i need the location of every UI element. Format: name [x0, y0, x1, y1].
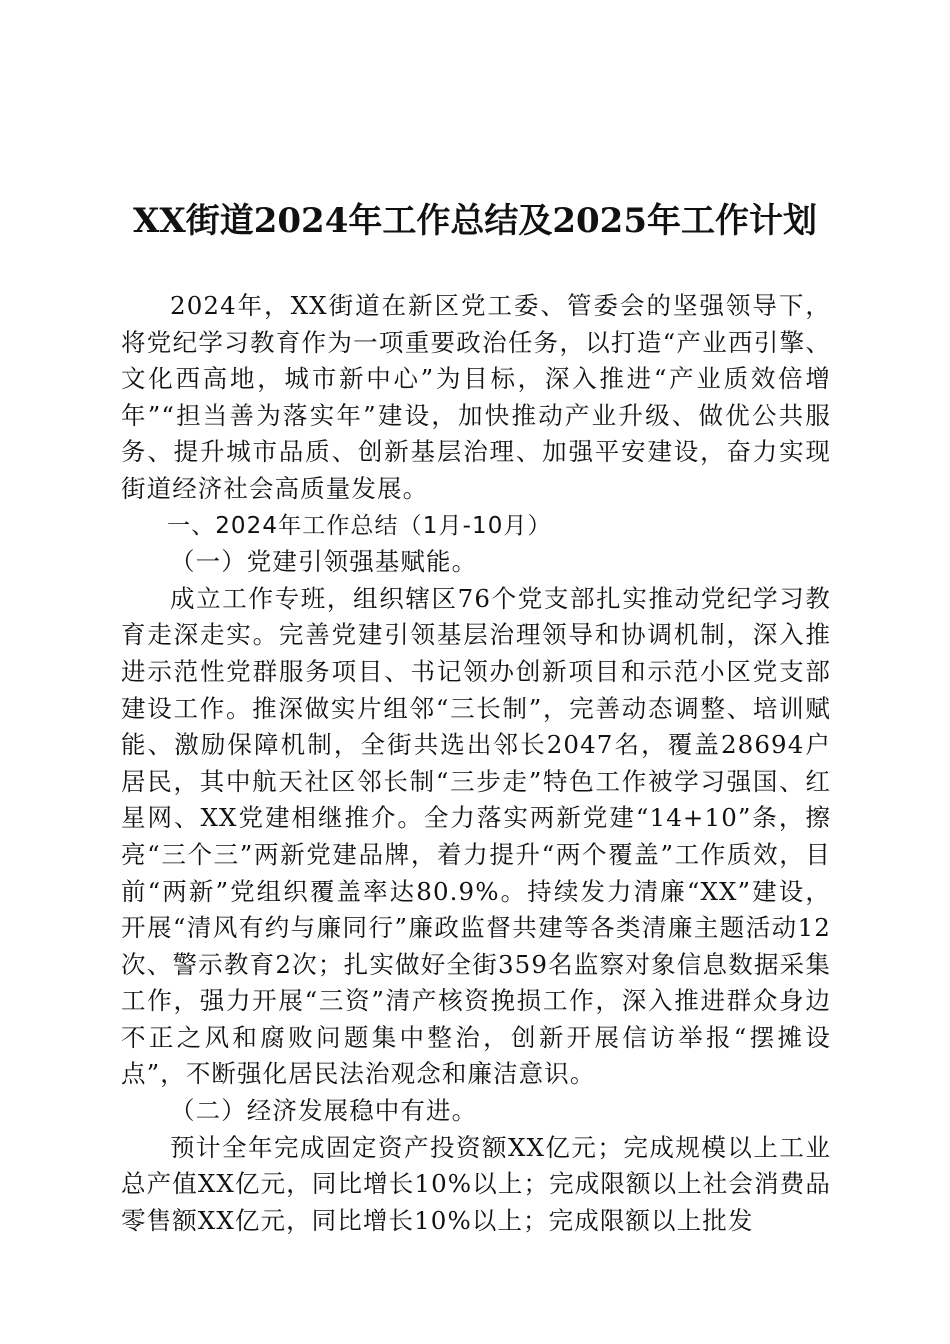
document-body	[121, 288, 831, 1239]
subsection-paragraph-2: 预计全年完成固定资产投资额XX亿元；完成规模以上工业总产值XX亿元，同比增长10%以上；完成限额以上社会消费品零售额XX亿元，同比增长10%以上；完成限额以上批发	[121, 1132, 831, 1235]
subsection-paragraph-1: 成立工作专班，组织辖区76个党支部扎实推动党纪学习教育走深走实。完善党建引领基层治理领导和协调机制，深入推进示范性党群服务项目、书记领办创新项目和示范小区党支部建设工作。推深做实片组邻“三长制”，完善动态调整、培训赋能、激励保障机制，全街共选出邻长2047名，覆盖28694户居民，其中航天社区邻长制“三步走”特色工作被学习强国、红星网、XX党建相继推介。全力落实两新党建“14+10”条，擦亮“三个三”两新党建品牌，着力提升“两个覆盖”工作质效，目前“两新”党组织覆盖率达80.9%。持续发力清廉“XX”建设，开展“清风有约与廉同行”廉政监督共建等各类清廉主题活动12次、警示教育2次；扎实做好全街359名监察对象信息数据采集工作，强力开展“三资”清产核资挽损工作，深入推进群众身边不正之风和腐败问题集中整治，创新开展信访举报“摆摊设点”，不断强化居民法治观念和廉洁意识。	[121, 583, 831, 1089]
section-heading-1: 一、2024年工作总结（1月-10月）	[167, 512, 552, 539]
subsection-heading-2: （二）经济发展稳中有进。	[170, 1096, 478, 1126]
document-title: XX街道2024年工作总结及2025年工作计划	[132, 201, 818, 241]
subsection-heading-1: （一）党建引领强基赋能。	[170, 547, 478, 577]
intro-paragraph: 2024年，XX街道在新区党工委、管委会的坚强领导下，将党纪学习教育作为一项重要政治任务，以打造“产业西引擎、文化西高地，城市新中心”为目标，深入推进“产业质效倍增年”“担当善为落实年”建设，加快推动产业升级、做优公共服务、提升城市品质、创新基层治理、加强平安建设，奋力实现街道经济社会高质量发展。	[121, 291, 831, 503]
